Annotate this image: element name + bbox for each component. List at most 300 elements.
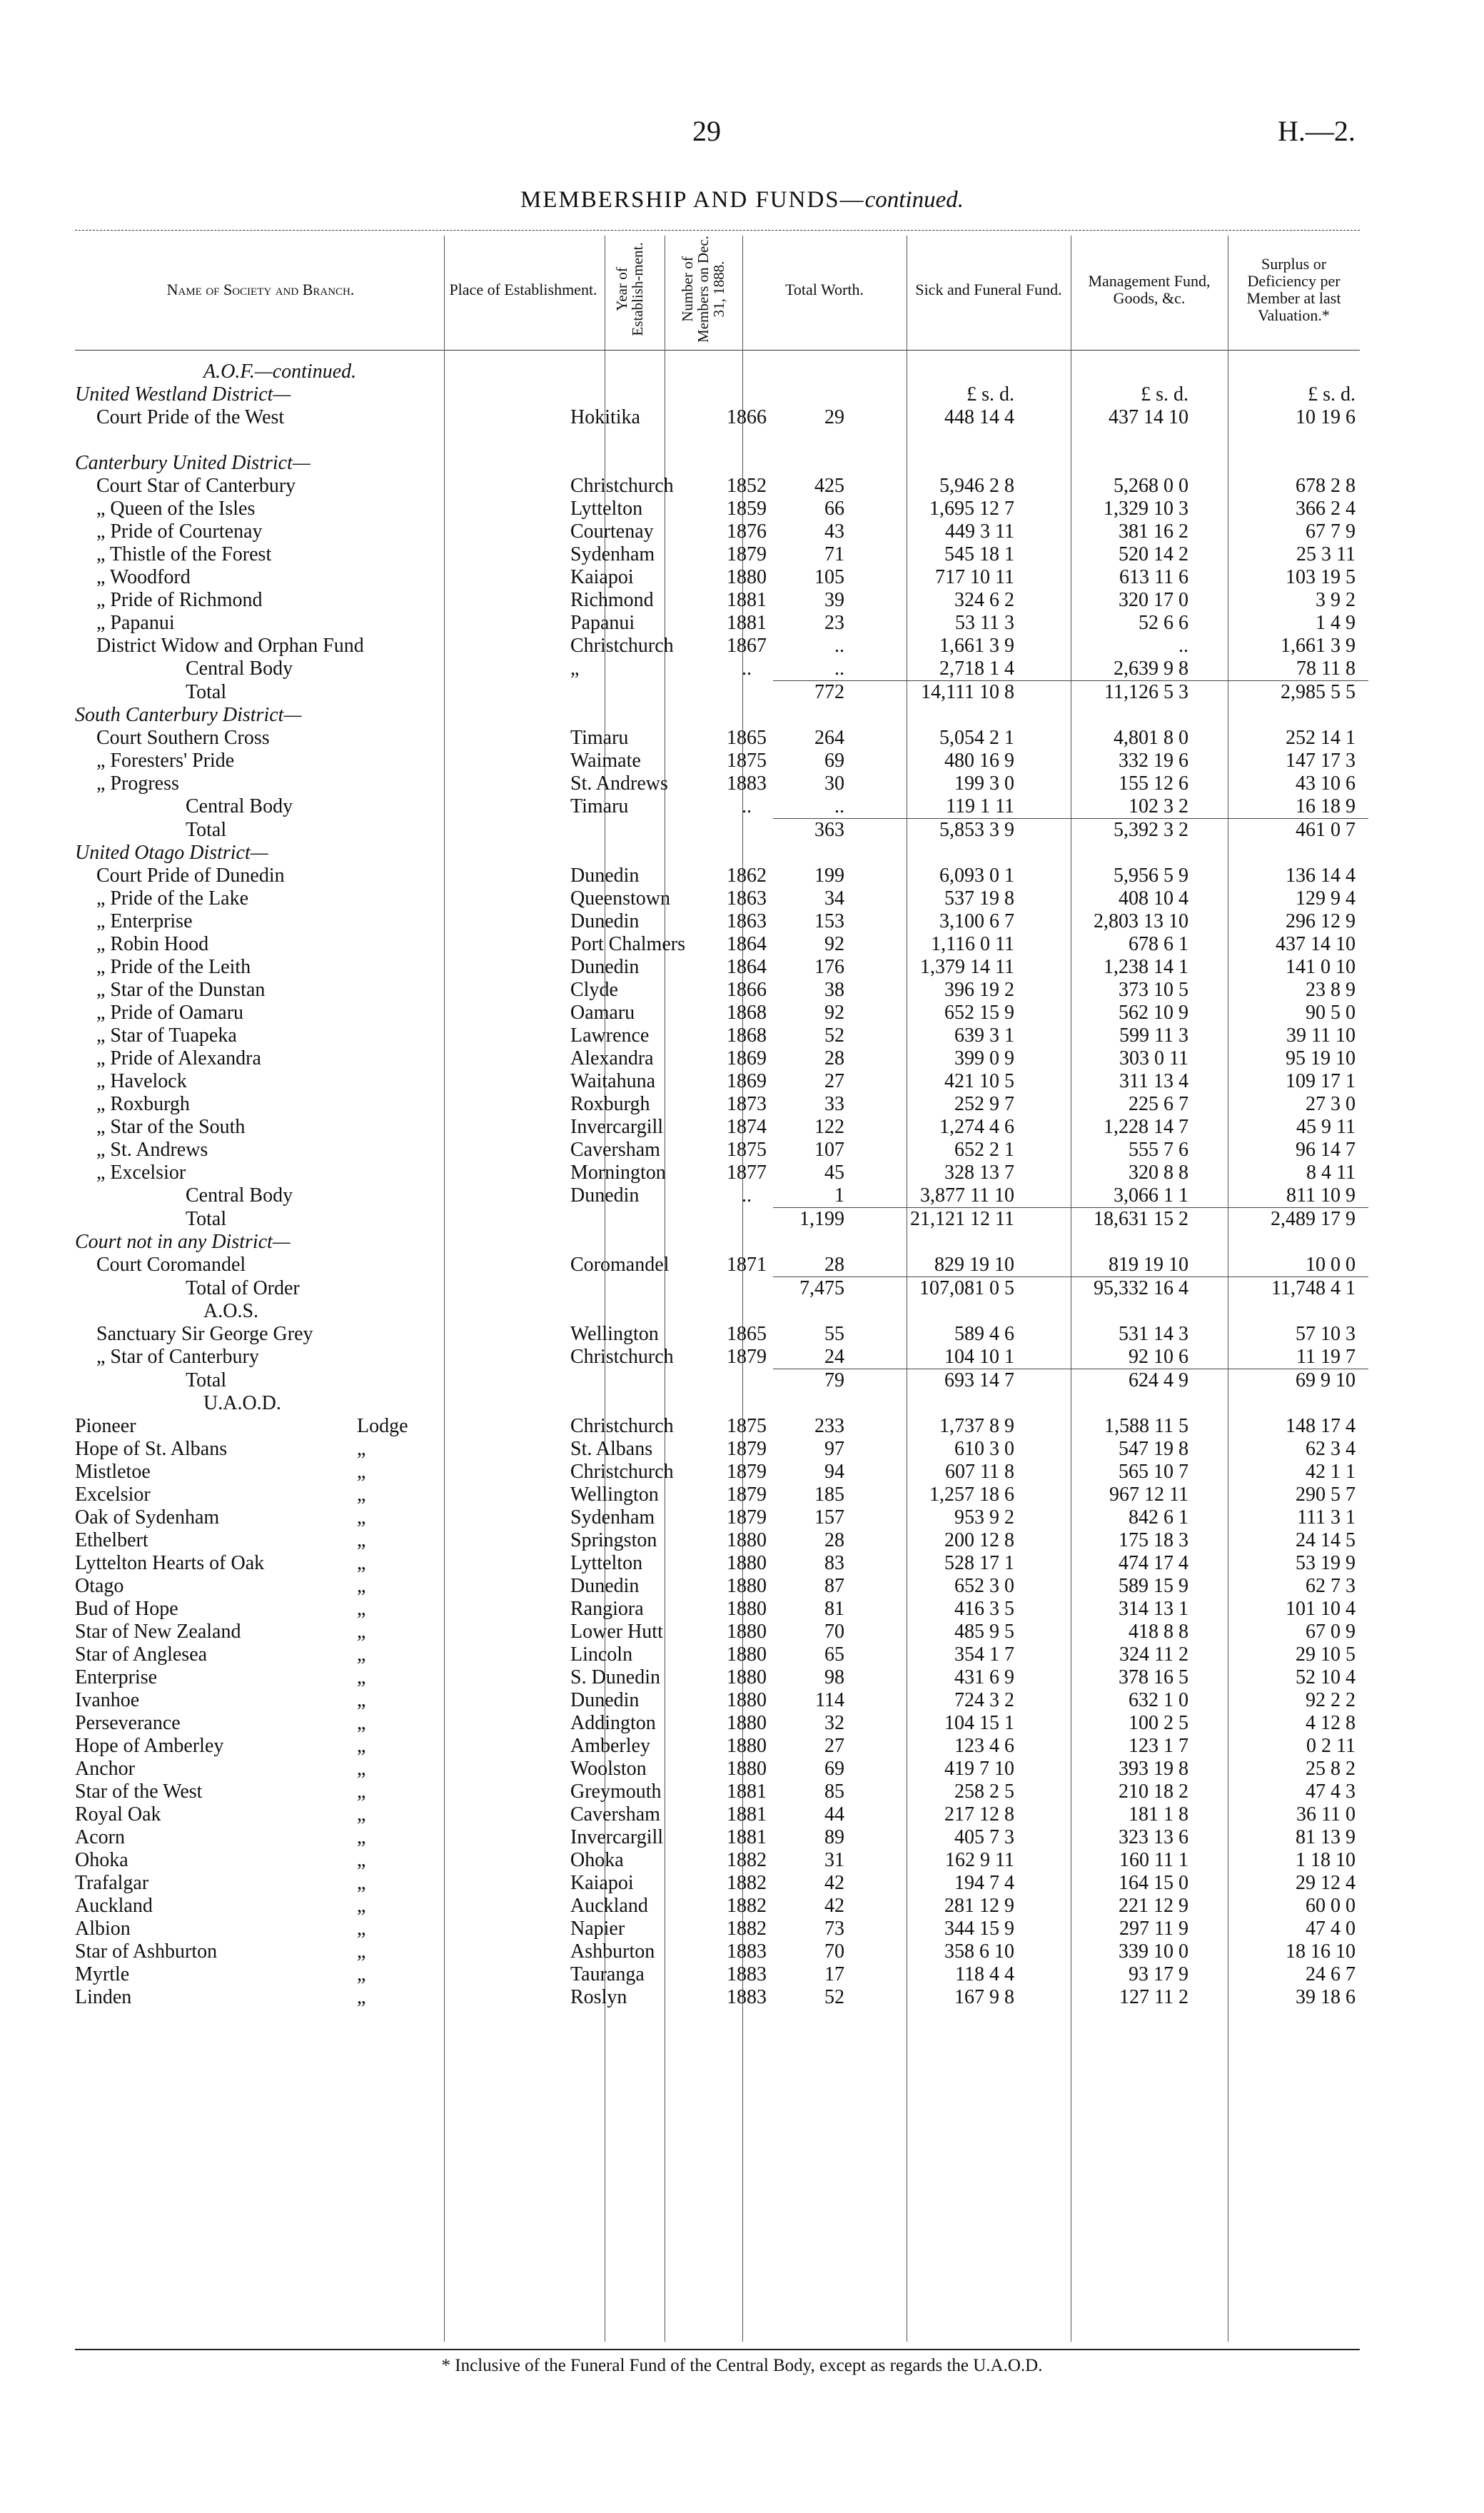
sick-fund-cell: 339 10 0	[1119, 1940, 1188, 1963]
table-row	[75, 589, 1368, 612]
management-fund-cell: 16 18 9	[1296, 795, 1356, 817]
branch-name: Enterprise	[75, 1666, 158, 1688]
empty-cell	[773, 1300, 850, 1323]
empty-cell	[562, 1392, 720, 1415]
management-fund-cell: 67 7 9	[1306, 520, 1356, 543]
branch-name-cell	[75, 1093, 562, 1116]
table-row	[75, 543, 1368, 566]
empty-cell	[720, 1392, 773, 1415]
table-row	[75, 1712, 1368, 1735]
branch-name: Trafalgar	[75, 1872, 149, 1894]
members-cell: 32	[824, 1712, 844, 1734]
branch-name: Lyttelton Hearts of Oak	[75, 1552, 265, 1574]
year-cell: 1882	[727, 1895, 767, 1917]
table-row	[75, 1254, 1368, 1277]
spacer-cell	[773, 429, 850, 452]
place-cell: Alexandra	[570, 1047, 654, 1069]
total-worth-cell: 1,661 3 9	[939, 635, 1014, 657]
empty-cell	[850, 1392, 1024, 1415]
year-cell: 1880	[727, 1643, 767, 1666]
total-worth-cell: 610 3 0	[954, 1438, 1014, 1460]
members-cell: 122	[814, 1116, 844, 1138]
empty-cell	[773, 842, 850, 865]
management-fund-cell: 290 5 7	[1296, 1484, 1356, 1506]
branch-name-cell	[75, 1643, 562, 1666]
table-row	[75, 1826, 1368, 1849]
place-cell: Queenstown	[570, 887, 670, 910]
total-worth-cell: 1,379 14 11	[920, 956, 1014, 978]
section-heading: Canterbury United District—	[75, 452, 311, 474]
header-members: Number of Members on Dec. 31, 1888.	[679, 236, 727, 343]
members-cell: ..	[834, 795, 844, 817]
section-heading: United Westland District—	[75, 383, 291, 406]
table-row	[75, 1803, 1368, 1826]
branch-name: Ethelbert	[75, 1529, 148, 1551]
place-cell: Papanui	[570, 612, 635, 634]
table-row	[75, 1002, 1368, 1024]
table-row	[75, 887, 1368, 910]
place-cell: Sydenham	[570, 543, 655, 565]
branch-name-cell	[75, 612, 562, 635]
place-cell: Roslyn	[570, 1986, 627, 2008]
total-worth-cell: 528 17 1	[944, 1552, 1014, 1574]
year-cell: 1864	[727, 956, 767, 978]
year-cell: 1880	[727, 1666, 767, 1688]
branch-name: Court Pride of Dunedin	[96, 865, 285, 887]
lodge-label: „	[357, 1712, 366, 1734]
lodge-label: „	[357, 1735, 366, 1757]
year-cell: 1880	[727, 566, 767, 588]
management-fund-cell: 111 3 1	[1297, 1506, 1356, 1529]
members-cell: 87	[824, 1575, 844, 1597]
empty-cell	[562, 1369, 720, 1393]
total-worth-cell: 717 10 11	[935, 566, 1014, 588]
branch-name-cell	[75, 1254, 562, 1277]
sick-fund-cell: 155 12 6	[1119, 772, 1188, 795]
management-fund-cell: 96 14 7	[1296, 1139, 1356, 1161]
sick-fund-cell: 819 19 10	[1109, 1254, 1188, 1276]
place-cell: Christchurch	[570, 1346, 674, 1369]
management-fund-cell: 52 10 4	[1296, 1666, 1356, 1688]
place-cell: Timaru	[570, 795, 629, 818]
year-cell: 1871	[727, 1254, 767, 1276]
empty-cell	[773, 361, 850, 383]
members-cell: 264	[814, 727, 844, 749]
table-row	[75, 1093, 1368, 1116]
management-fund-cell: 60 0 0	[1306, 1895, 1356, 1917]
management-fund-cell: 45 9 11	[1296, 1116, 1356, 1138]
members-cell: 55	[824, 1323, 844, 1345]
branch-name-cell	[75, 1735, 562, 1758]
place-cell: Lawrence	[570, 1024, 650, 1047]
branch-name-cell	[75, 1803, 562, 1826]
total-members: 7,475	[773, 1277, 850, 1301]
table-row	[75, 1552, 1368, 1575]
place-cell: Richmond	[570, 589, 654, 611]
total-worth-cell: 724 3 2	[954, 1689, 1014, 1711]
total-members: 772	[773, 681, 850, 705]
members-cell: 92	[824, 933, 844, 955]
management-fund-cell: 18 16 10	[1286, 1940, 1356, 1963]
total-worth-cell: 194 7 4	[954, 1872, 1014, 1894]
sick-fund-cell: 92 10 6	[1129, 1346, 1188, 1368]
members-cell: 29	[824, 406, 844, 428]
management-fund-cell: 39 11 10	[1286, 1024, 1356, 1047]
branch-name-cell	[75, 635, 562, 658]
empty-cell	[720, 361, 773, 383]
branch-name-cell	[75, 1484, 562, 1506]
branch-name-cell	[75, 566, 562, 589]
total-management-value: 69 9 10	[1198, 1369, 1368, 1393]
management-fund-cell: 47 4 3	[1306, 1781, 1356, 1803]
lodge-label: „	[357, 1940, 366, 1963]
branch-name: „ Pride of the Lake	[96, 887, 249, 910]
sick-fund-cell: 127 11 2	[1119, 1986, 1188, 2008]
members-cell: 42	[824, 1872, 844, 1894]
branch-name-cell	[75, 1002, 562, 1024]
table-row	[75, 1849, 1368, 1872]
total-worth-cell: 1,737 8 9	[939, 1415, 1014, 1437]
year-cell: 1880	[727, 1689, 767, 1711]
empty-cell	[1198, 842, 1368, 865]
members-cell: 39	[824, 589, 844, 611]
year-cell: 1879	[727, 1346, 767, 1369]
year-cell: 1865	[727, 727, 767, 749]
branch-name: Anchor	[75, 1758, 135, 1780]
year-cell: 1883	[727, 1963, 767, 1985]
table-row	[75, 1047, 1368, 1070]
members-cell: 176	[814, 956, 844, 978]
sick-fund-cell: 842 6 1	[1129, 1506, 1188, 1529]
table-row	[75, 1346, 1368, 1369]
year-cell: 1866	[727, 406, 767, 428]
lodge-label: „	[357, 1643, 366, 1666]
sick-fund-cell: 297 11 9	[1119, 1918, 1188, 1940]
branch-name-cell	[75, 1184, 562, 1208]
section-heading-row	[75, 1231, 1368, 1254]
empty-cell	[1024, 1392, 1198, 1415]
year-cell: 1881	[727, 1781, 767, 1803]
total-row	[75, 681, 1368, 705]
management-fund-cell: 78 11 8	[1296, 658, 1356, 680]
total-worth-cell: 6,093 0 1	[939, 865, 1014, 887]
management-fund-cell: 8 4 11	[1306, 1162, 1356, 1184]
lodge-label: „	[357, 1552, 366, 1574]
empty-cell	[773, 1231, 850, 1254]
year-cell: 1883	[727, 1986, 767, 2008]
sick-fund-cell: 2,803 13 10	[1094, 910, 1188, 932]
management-fund-cell: 678 2 8	[1296, 475, 1356, 497]
management-fund-cell: 1 4 9	[1316, 612, 1356, 634]
branch-name-cell	[75, 1918, 562, 1940]
sick-fund-cell: 311 13 4	[1119, 1070, 1188, 1092]
members-cell: 65	[824, 1643, 844, 1666]
header-management-fund: Management Fund, Goods, &c.	[1088, 272, 1211, 307]
management-fund-cell: 81 13 9	[1296, 1826, 1356, 1848]
members-cell: 73	[824, 1918, 844, 1940]
table-row	[75, 498, 1368, 520]
total-management-value: 2,985 5 5	[1198, 681, 1368, 705]
total-row	[75, 819, 1368, 842]
branch-name: „ Star of the South	[96, 1116, 246, 1138]
members-cell: 43	[824, 520, 844, 543]
total-worth-cell: 162 9 11	[945, 1849, 1014, 1871]
total-worth-cell: 258 2 5	[954, 1781, 1014, 1803]
sick-fund-cell: 599 11 3	[1119, 1024, 1188, 1047]
sick-fund-cell: 2,639 9 8	[1114, 658, 1188, 680]
management-fund-cell: 101 10 4	[1286, 1598, 1356, 1620]
lodge-label: „	[357, 1872, 366, 1894]
members-cell: 27	[824, 1735, 844, 1757]
section-heading: U.A.O.D.	[203, 1392, 281, 1414]
total-worth-cell: 199 3 0	[954, 772, 1014, 795]
members-cell: 92	[824, 1002, 844, 1024]
members-cell: 45	[824, 1162, 844, 1184]
year-cell: 1875	[727, 750, 767, 772]
sick-fund-cell: 314 13 1	[1119, 1598, 1188, 1620]
management-fund-cell: 437 14 10	[1276, 933, 1356, 955]
lodge-label: „	[357, 1986, 366, 2008]
sick-fund-cell: 100 2 5	[1129, 1712, 1188, 1734]
branch-name-cell	[75, 658, 562, 681]
total-worth-cell: 419 7 10	[944, 1758, 1014, 1780]
members-cell: 23	[824, 612, 844, 634]
sick-fund-cell: 408 10 4	[1119, 887, 1188, 910]
branch-name: „ Queen of the Isles	[96, 498, 256, 520]
place-cell: Christchurch	[570, 475, 674, 497]
spacer-cell	[1198, 429, 1368, 452]
branch-name-cell	[75, 1895, 562, 1918]
table-row	[75, 520, 1368, 543]
place-cell: S. Dunedin	[570, 1666, 660, 1688]
sick-fund-cell: 332 19 6	[1119, 750, 1188, 772]
section-heading-row	[75, 1392, 1368, 1415]
table-row	[75, 635, 1368, 658]
members-cell: 44	[824, 1803, 844, 1825]
members-cell: 185	[814, 1484, 844, 1506]
sick-fund-cell: 1,228 14 7	[1104, 1116, 1188, 1138]
total-label: Total	[186, 818, 227, 841]
empty-cell	[773, 704, 850, 727]
branch-name-cell	[75, 520, 562, 543]
branch-name: „ Foresters' Pride	[96, 750, 235, 772]
total-worth-cell: 123 4 6	[954, 1735, 1014, 1757]
empty-cell	[562, 819, 720, 842]
branch-name-cell	[75, 1346, 562, 1369]
year-cell: 1865	[727, 1323, 767, 1345]
branch-name-cell	[75, 1116, 562, 1139]
spacer-cell	[850, 429, 1024, 452]
empty-cell	[720, 681, 773, 705]
management-fund-cell: 3 9 2	[1316, 589, 1356, 611]
table-row	[75, 1621, 1368, 1643]
branch-name-cell	[75, 1872, 562, 1895]
table-row	[75, 1643, 1368, 1666]
sick-fund-cell: 632 1 0	[1129, 1689, 1188, 1711]
title-continued: continued.	[864, 187, 964, 213]
empty-cell	[720, 1231, 773, 1254]
section-heading-row	[75, 842, 1368, 865]
empty-cell	[1024, 1300, 1198, 1323]
members-cell: 17	[824, 1963, 844, 1985]
sick-fund-cell: 225 6 7	[1129, 1093, 1188, 1115]
management-fund-cell: 27 3 0	[1306, 1093, 1356, 1115]
empty-cell	[720, 452, 773, 475]
section-heading: A.O.F.—continued.	[203, 361, 357, 383]
members-cell: 27	[824, 1070, 844, 1092]
branch-name-cell	[75, 1598, 562, 1621]
branch-name-cell	[75, 1689, 562, 1712]
management-fund-cell: 36 11 0	[1296, 1803, 1356, 1825]
year-cell: 1881	[727, 612, 767, 634]
table-row	[75, 1986, 1368, 2009]
branch-name-cell	[75, 1070, 562, 1093]
branch-name: Pioneer	[75, 1415, 136, 1437]
title-main: MEMBERSHIP AND FUNDS—	[520, 187, 865, 213]
branch-name-cell	[75, 1712, 562, 1735]
branch-name-cell	[75, 1415, 562, 1438]
table-row	[75, 1070, 1368, 1093]
members-cell: 425	[814, 475, 844, 497]
table-row	[75, 1918, 1368, 1940]
year-cell: 1873	[727, 1093, 767, 1115]
branch-name: „ Excelsior	[96, 1162, 186, 1184]
year-cell: 1880	[727, 1621, 767, 1643]
total-worth-cell: 652 2 1	[954, 1139, 1014, 1161]
table-row	[75, 772, 1368, 795]
empty-cell	[1198, 452, 1368, 475]
header-sick-fund: Sick and Funeral Fund.	[915, 281, 1062, 298]
place-cell: Wellington	[570, 1323, 659, 1345]
management-fund-cell: 366 2 4	[1296, 498, 1356, 520]
sick-fund-cell: 181 1 8	[1129, 1803, 1188, 1825]
management-fund-cell: 24 6 7	[1306, 1963, 1356, 1985]
empty-cell	[720, 383, 773, 406]
section-heading-row	[75, 1300, 1368, 1323]
table-row	[75, 406, 1368, 429]
members-cell: 233	[814, 1415, 844, 1437]
place-cell: Hokitika	[570, 406, 640, 428]
total-label: Total	[186, 680, 227, 703]
year-cell: 1874	[727, 1116, 767, 1138]
sick-fund-cell: 1,588 11 5	[1104, 1415, 1188, 1437]
place-cell: Clyde	[570, 979, 618, 1001]
management-fund-cell: 43 10 6	[1296, 772, 1356, 795]
management-fund-cell: 24 14 5	[1296, 1529, 1356, 1551]
management-fund-cell: 11 19 7	[1296, 1346, 1356, 1368]
management-fund-cell: 148 17 4	[1286, 1415, 1356, 1437]
year-cell: 1881	[727, 1803, 767, 1825]
branch-name-cell	[75, 1666, 562, 1689]
empty-cell	[720, 1277, 773, 1301]
total-worth-cell: 399 0 9	[954, 1047, 1014, 1069]
sick-fund-cell: 160 11 1	[1119, 1849, 1188, 1871]
members-cell: 98	[824, 1666, 844, 1688]
branch-name: Court Coromandel	[96, 1254, 246, 1276]
members-cell: 52	[824, 1986, 844, 2008]
table-row	[75, 1184, 1368, 1208]
empty-cell	[720, 842, 773, 865]
sick-fund-cell: 565 10 7	[1119, 1461, 1188, 1483]
year-cell: 1879	[727, 1484, 767, 1506]
empty-cell	[773, 452, 850, 475]
lodge-label: „	[357, 1575, 366, 1597]
members-cell: 71	[824, 543, 844, 565]
table-row	[75, 1323, 1368, 1346]
empty-cell	[562, 1231, 720, 1254]
management-fund-cell: 129 9 4	[1296, 887, 1356, 910]
management-fund-cell: 62 3 4	[1306, 1438, 1356, 1460]
sick-fund-cell: 320 17 0	[1119, 589, 1188, 611]
empty-cell	[562, 383, 720, 406]
total-worth-cell: 448 14 4	[944, 406, 1014, 428]
branch-name: „ Thistle of the Forest	[96, 543, 272, 565]
year-cell: 1864	[727, 933, 767, 955]
branch-name: Hope of Amberley	[75, 1735, 224, 1757]
place-cell: Springston	[570, 1529, 657, 1551]
place-cell: Invercargill	[570, 1116, 664, 1138]
members-cell: 38	[824, 979, 844, 1001]
total-worth-value: 14,111 10 8	[850, 681, 1024, 705]
management-fund-cell: 0 2 11	[1306, 1735, 1356, 1757]
management-fund-cell: 811 10 9	[1286, 1184, 1356, 1207]
total-management-value: 2,489 17 9	[1198, 1208, 1368, 1232]
total-worth-cell: 2,718 1 4	[939, 658, 1014, 680]
place-cell: Sydenham	[570, 1506, 655, 1529]
empty-cell	[1024, 842, 1198, 865]
sick-fund-cell: 531 14 3	[1119, 1323, 1188, 1345]
total-worth-cell: 537 19 8	[944, 887, 1014, 910]
sick-fund-cell: 123 1 7	[1129, 1735, 1188, 1757]
members-cell: 153	[814, 910, 844, 932]
year-cell: 1881	[727, 589, 767, 611]
total-worth-cell: 545 18 1	[944, 543, 1014, 565]
year-cell: 1875	[727, 1139, 767, 1161]
members-cell: 85	[824, 1781, 844, 1803]
total-worth-value: 693 14 7	[850, 1369, 1024, 1393]
table-row	[75, 750, 1368, 772]
empty-cell	[562, 1208, 720, 1232]
members-cell: 199	[814, 865, 844, 887]
sick-fund-cell: 323 13 6	[1119, 1826, 1188, 1848]
total-row	[75, 1369, 1368, 1393]
branch-name-cell	[75, 956, 562, 979]
branch-name-cell	[75, 589, 562, 612]
empty-cell	[850, 361, 1024, 383]
sick-fund-cell: ..	[1178, 635, 1188, 657]
unit-label-management: £ s. d.	[1308, 383, 1356, 406]
place-cell: Roxburgh	[570, 1093, 650, 1115]
total-management-value: 461 0 7	[1198, 819, 1368, 842]
branch-name: „ Havelock	[96, 1070, 187, 1092]
total-row	[75, 1208, 1368, 1232]
total-worth-cell: 328 13 7	[944, 1162, 1014, 1184]
branch-name: Court Star of Canterbury	[96, 475, 296, 497]
sick-fund-cell: 210 18 2	[1119, 1781, 1188, 1803]
table-row	[75, 1506, 1368, 1529]
year-cell: ..	[742, 795, 752, 818]
branch-name-cell	[75, 1438, 562, 1461]
sick-fund-cell: 164 15 0	[1119, 1872, 1188, 1894]
empty-cell	[850, 1300, 1024, 1323]
total-worth-cell: 354 1 7	[954, 1643, 1014, 1666]
members-cell: 31	[824, 1849, 844, 1871]
year-cell: 1880	[727, 1529, 767, 1551]
total-members: 1,199	[773, 1208, 850, 1232]
total-worth-cell: 53 11 3	[955, 612, 1014, 634]
lodge-label: „	[357, 1506, 366, 1529]
branch-name-cell	[75, 1323, 562, 1346]
